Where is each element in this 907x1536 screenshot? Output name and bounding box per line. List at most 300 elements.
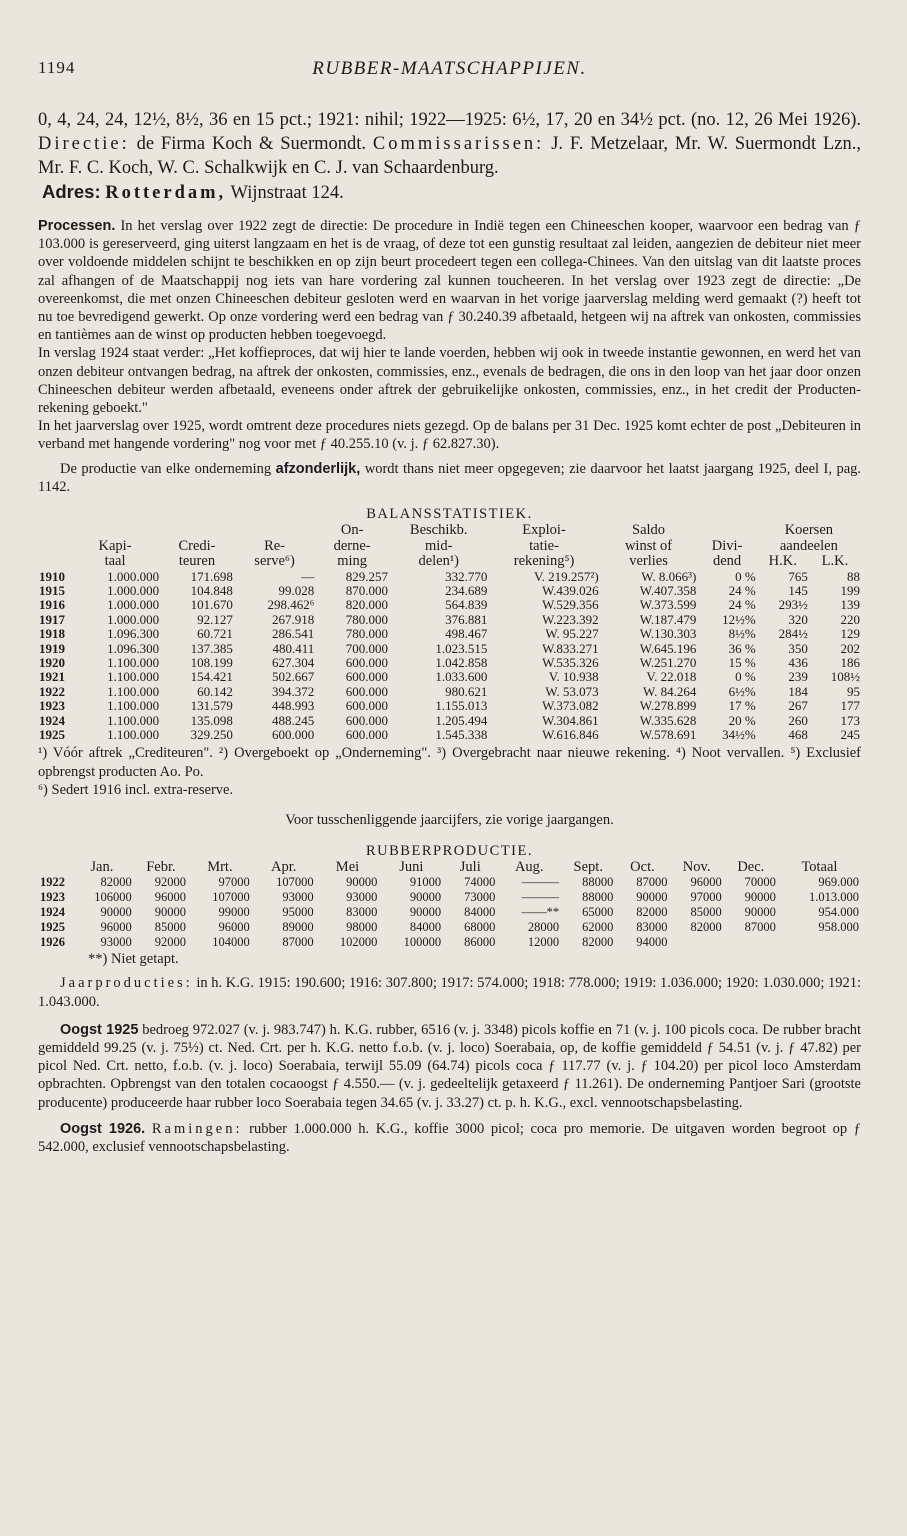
balans-header-cell: On- — [340, 522, 364, 539]
balans-value-cell: 95 — [847, 683, 860, 699]
balans-value-cell: 199 — [840, 582, 860, 598]
balans-header-cell: mid- — [425, 537, 453, 554]
productie-value-cell: ——** — [521, 905, 560, 920]
balans-header-cell: dend — [712, 553, 742, 570]
balans-value-cell: 1.033.600 — [435, 669, 488, 685]
productie-value-cell: 107000 — [212, 890, 250, 905]
balans-value-cell: 600.000 — [345, 698, 389, 714]
balans-header-cell: Re- — [264, 537, 286, 554]
balans-value-cell: 1.100.000 — [107, 669, 160, 685]
productie-head-row — [38, 860, 861, 875]
balans-value-cell: 20 % — [728, 712, 756, 728]
balans-value-cell: W.373.599 — [639, 597, 697, 613]
productie-value-cell: 84000 — [464, 905, 496, 920]
balans-value-cell: 12½% — [722, 611, 756, 627]
balans-value-cell: 36 % — [728, 640, 756, 656]
balans-header-cell: H.K. — [768, 553, 797, 570]
productie-value-cell: 86000 — [464, 935, 496, 950]
balans-header-cell — [697, 523, 756, 539]
productie-value-cell: 104000 — [212, 935, 250, 950]
productie-header-cell: Apr. — [270, 859, 297, 876]
productie-value-cell: 94000 — [636, 935, 668, 950]
processen-paragraph-1 — [38, 217, 861, 344]
productie-row — [38, 875, 861, 890]
balans-header-cell: teuren — [178, 553, 216, 570]
productie-value-cell: 70000 — [744, 875, 776, 890]
balans-value-cell: 17 % — [728, 698, 756, 714]
balans-value-cell: W.278.899 — [639, 698, 697, 714]
balans-value-cell: 108½ — [830, 669, 860, 685]
dividends-text: 0, 4, 24, 24, 12½, 8½, 36 en 15 pct.; 1921: nihil; 1922—1925: 6½, 17, 20 en 34½ pct. (no. 12, 26 Mei 1926). — [38, 110, 861, 130]
balans-value-cell: 1.023.515 — [435, 640, 488, 656]
productie-header-cell: Oct. — [630, 859, 655, 876]
balans-value-cell: 448.993 — [271, 698, 315, 714]
balans-value-cell: 234.689 — [445, 582, 488, 598]
productie-body — [38, 875, 861, 950]
balans-header-cell — [38, 523, 70, 539]
productie-table — [38, 860, 861, 950]
productie-value-cell: 88000 — [582, 875, 614, 890]
balans-value-cell: W.535.326 — [542, 654, 599, 670]
balans-value-cell: 6½% — [728, 683, 756, 699]
balans-header-cell: Saldo — [632, 522, 666, 539]
productie-value-cell: 88000 — [582, 890, 614, 905]
balans-header-cell: L.K. — [821, 553, 849, 570]
productie-value-cell: 100000 — [403, 935, 442, 950]
balans-value-cell: 137.385 — [190, 640, 233, 656]
oogst-1925-label: Oogst 1925 — [60, 1021, 139, 1038]
productie-value-cell: 97000 — [690, 890, 722, 905]
productie-header-cell: Totaal — [801, 859, 838, 876]
balans-header-cell: serve⁶) — [254, 553, 295, 570]
balans-header-cell: aandeelen — [779, 537, 838, 554]
productie-value-cell: 97000 — [218, 875, 250, 890]
balans-value-cell: 154.421 — [190, 669, 233, 685]
productie-value-cell: 89000 — [282, 920, 314, 935]
balans-year-cell: 1925 — [39, 727, 65, 743]
balans-value-cell: 498.467 — [445, 626, 488, 642]
balans-value-cell: 239 — [788, 669, 808, 685]
productie-value-cell — [670, 935, 724, 950]
balans-value-cell: 700.000 — [345, 640, 389, 656]
balans-value-cell: 220 — [840, 611, 860, 627]
balans-value-cell: 186 — [840, 654, 860, 670]
productie-value-cell: 958.000 — [818, 920, 859, 935]
productie-header-cell: Juni — [399, 859, 424, 876]
oogst-1926-text: rubber 1.000.000 h. K.G., koffie 3000 picol; coca pro memorie. De uitgaven worden begroot op ƒ 542.000, exclusief vennootschapsbelasting. — [38, 1120, 862, 1156]
balans-year-cell: 1910 — [39, 568, 65, 584]
productie-value-cell: 969.000 — [818, 875, 859, 890]
balans-value-cell: 1.000.000 — [107, 568, 160, 584]
productie-value-cell: 93000 — [346, 890, 378, 905]
productie-value-cell: 82000 — [690, 920, 722, 935]
balans-value-cell: 600.000 — [345, 683, 389, 699]
productie-value-cell: 82000 — [636, 905, 668, 920]
adres-line — [38, 180, 861, 205]
balans-value-cell: 480.411 — [272, 640, 315, 656]
balans-value-cell: 1.205.494 — [435, 712, 488, 728]
balans-value-cell: 177 — [840, 698, 860, 714]
balans-value-cell: W.373.082 — [542, 698, 599, 714]
balans-notes-1: ¹) Vóór aftrek „Crediteuren". ²) Overgeboekt op „Onderneming". ³) Overgebracht naar nieuwe rekening. ⁴) Noot vervallen. ⁵) Exclusief opbrengst producten Ao. Po. — [38, 745, 861, 780]
productie-row — [38, 935, 861, 950]
oogst-1925-paragraph — [38, 1021, 861, 1112]
balans-value-cell: 1.100.000 — [107, 727, 160, 743]
balans-value-cell: 1.096.300 — [107, 626, 160, 642]
commissarissen-text: J. F. Metzelaar, Mr. W. Suermondt Lzn., Mr. F. C. Koch, W. C. Schalkwijk en C. J. van Schaardenburg. — [38, 134, 862, 178]
balans-year-cell: 1921 — [39, 669, 65, 685]
balans-header-cell — [38, 539, 70, 555]
productie-value-cell: 90000 — [636, 890, 668, 905]
balans-value-cell: 1.000.000 — [107, 611, 160, 627]
balans-value-cell: 108.199 — [190, 654, 233, 670]
balans-value-cell: 780.000 — [345, 626, 389, 642]
productie-value-cell: 28000 — [527, 920, 560, 935]
productie-value-cell: 62000 — [582, 920, 614, 935]
balans-header-cell: Exploi- — [522, 522, 566, 539]
productie-value-cell: 95000 — [282, 905, 314, 920]
balans-value-cell: 780.000 — [345, 611, 389, 627]
balans-value-cell: 104.848 — [190, 582, 233, 598]
balans-year-cell: 1916 — [39, 597, 65, 613]
balans-value-cell: 0 % — [735, 568, 756, 584]
balans-header-cell: derne- — [333, 537, 371, 554]
balans-value-cell: 627.304 — [271, 654, 315, 670]
productie-value-cell: 106000 — [94, 890, 132, 905]
productie-value-cell: 102000 — [339, 935, 378, 950]
productie-value-cell: 93000 — [282, 890, 314, 905]
processen-paragraph-2: In verslag 1924 staat verder: „Het koffieproces, dat wij hier te lande voerden, hebben wij ook in tweede instantie gewonnen, en werd het van onzen debiteur ontvangen bedrag, na aftrek der onkosten, commissies, enz., evenals de bedragen, die ons in den loop van het jaar door onzen Chineeschen debiteur werden afbetaald, eveneens onder aftrek der gebruikelijke onkosten, commissies, enz., in het credit der Producten-rekening geboekt." — [38, 345, 861, 417]
productie-value-cell: 90000 — [409, 905, 442, 920]
balans-head-row-1 — [38, 523, 861, 539]
balans-header-cell: Koersen — [784, 522, 834, 539]
balans-row — [38, 714, 861, 728]
productie-header-cell: Mei — [335, 859, 360, 876]
balans-row — [38, 656, 861, 670]
balans-value-cell: 564.839 — [445, 597, 488, 613]
balans-table — [38, 523, 861, 742]
productie-value-cell: 82000 — [582, 935, 614, 950]
productie-year-cell: 1925 — [40, 920, 65, 935]
processen-label: Processen. — [38, 218, 116, 234]
productie-value-cell — [724, 935, 778, 950]
jaarproducties-label: Jaarproducties: — [60, 975, 193, 992]
balans-value-cell: 184 — [788, 683, 808, 699]
balans-value-cell: 286.541 — [271, 626, 315, 642]
balans-year-cell: 1920 — [39, 654, 65, 670]
balans-value-cell: 202 — [840, 640, 860, 656]
balans-value-cell: 8½% — [728, 626, 756, 642]
productie-value-cell: 87000 — [282, 935, 314, 950]
commissarissen-label: Commissarissen: — [372, 134, 545, 154]
balans-year-cell: 1918 — [39, 626, 65, 642]
productie-value-cell: 82000 — [100, 875, 132, 890]
oogst-1926-paragraph — [38, 1120, 861, 1156]
productie-header-cell — [38, 860, 70, 875]
balans-value-cell: 24 % — [728, 582, 756, 598]
balans-value-cell: 60.142 — [197, 683, 233, 699]
balans-value-cell: W. 84.264 — [643, 683, 697, 699]
balans-value-cell: 15 % — [728, 654, 756, 670]
balans-value-cell: 600.000 — [345, 712, 389, 728]
balans-value-cell: 600.000 — [345, 654, 389, 670]
balans-head-row-2 — [38, 539, 861, 555]
productie-value-cell: 84000 — [409, 920, 442, 935]
balans-value-cell: W. 53.073 — [545, 683, 599, 699]
balans-value-cell: 600.000 — [271, 727, 315, 743]
jaarproducties-paragraph — [38, 974, 861, 1010]
balans-value-cell: 135.098 — [190, 712, 233, 728]
balans-value-cell: 267 — [788, 698, 808, 714]
balans-value-cell: 829.257 — [345, 568, 389, 584]
balans-value-cell: 267.918 — [271, 611, 315, 627]
balans-value-cell: 1.100.000 — [107, 683, 160, 699]
balans-header-cell: winst of — [624, 537, 673, 554]
productie-value-cell: 92000 — [154, 935, 186, 950]
adres-city: Rotterdam, — [105, 183, 227, 203]
productie-year-cell: 1924 — [40, 905, 65, 920]
balans-value-cell: 99.028 — [278, 582, 315, 598]
balans-value-cell: 293½ — [778, 597, 808, 613]
balans-value-cell: 260 — [788, 712, 808, 728]
balans-value-cell: W.616.846 — [542, 727, 599, 743]
balans-value-cell: 139 — [840, 597, 860, 613]
balans-value-cell: 92.127 — [197, 611, 233, 627]
balans-value-cell: W.304.861 — [542, 712, 599, 728]
balans-row — [38, 584, 861, 598]
balans-notes-2: ⁶) Sedert 1916 incl. extra-reserve. — [38, 781, 234, 798]
balans-value-cell: 145 — [788, 582, 808, 598]
intro-paragraph — [38, 108, 861, 180]
balans-value-cell: 1.100.000 — [107, 698, 160, 714]
productie-header-cell: Aug. — [514, 859, 544, 876]
balans-year-cell: 1924 — [39, 712, 65, 728]
balans-value-cell: W.645.196 — [639, 640, 697, 656]
tusschen-text: Voor tusschenliggende jaarcijfers, zie vorige jaargangen. — [285, 812, 614, 829]
productie-header-cell: Dec. — [737, 859, 765, 876]
productie-value-cell: 92000 — [154, 875, 186, 890]
balans-value-cell: 1.545.338 — [435, 727, 488, 743]
balans-header-cell: rekening⁵) — [513, 553, 575, 570]
balans-value-cell: 436 — [788, 654, 808, 670]
balans-value-cell: 284½ — [778, 626, 808, 642]
balans-value-cell: 765 — [788, 568, 808, 584]
balans-value-cell: 1.042.858 — [435, 654, 488, 670]
productie-value-cell: 83000 — [636, 920, 668, 935]
balans-header-cell: verlies — [629, 553, 668, 570]
balans-value-cell: 173 — [840, 712, 860, 728]
productie-value-cell: 107000 — [276, 875, 314, 890]
balans-header-cell: taal — [104, 553, 126, 570]
balans-value-cell: 171.698 — [190, 568, 233, 584]
balans-body — [38, 570, 861, 743]
balans-value-cell: 468 — [788, 727, 808, 743]
productie-value-cell: 90000 — [100, 905, 132, 920]
productie-header-cell: Jan. — [90, 859, 114, 876]
oogst-1926-label: Oogst 1926. — [60, 1120, 146, 1137]
balans-header-cell: Kapi- — [98, 537, 132, 554]
page-number: 1194 — [38, 58, 76, 77]
balans-value-cell: W.187.479 — [639, 611, 697, 627]
balans-header-cell — [160, 523, 234, 539]
balans-value-cell: W.223.392 — [542, 611, 599, 627]
balans-value-cell: V. 219.257²) — [533, 568, 599, 584]
productie-value-cell: 90000 — [744, 905, 776, 920]
productie-note-a: De productie van elke onderneming — [60, 460, 272, 477]
balans-value-cell: V. 10.938 — [548, 669, 599, 685]
productie-header-cell: Sept. — [573, 859, 603, 876]
balans-title: BALANSSTATISTIEK. — [366, 506, 533, 523]
balans-value-cell: 88 — [847, 568, 860, 584]
productie-value-cell: 87000 — [636, 875, 668, 890]
productie-value-cell: 91000 — [409, 875, 442, 890]
balans-value-cell: 320 — [788, 611, 808, 627]
balans-value-cell: 502.667 — [271, 669, 315, 685]
directie-text: de Firma Koch & Suermondt. — [136, 134, 367, 154]
productie-year-cell: 1926 — [40, 935, 65, 950]
productie-value-cell: 954.000 — [818, 905, 859, 920]
balans-row — [38, 685, 861, 699]
balans-value-cell: 60.721 — [197, 626, 233, 642]
balans-value-cell: W.251.270 — [639, 654, 697, 670]
balans-row — [38, 670, 861, 684]
balans-year-cell: 1923 — [39, 698, 65, 714]
balans-row — [38, 642, 861, 656]
balans-header-cell — [234, 523, 315, 539]
balans-value-cell: 245 — [840, 727, 860, 743]
productie-value-cell: 90000 — [346, 875, 378, 890]
balans-value-cell: W. 95.227 — [545, 626, 599, 642]
balans-year-cell: 1917 — [39, 611, 65, 627]
balans-value-cell: 600.000 — [345, 669, 389, 685]
productie-header-cell: Nov. — [682, 859, 711, 876]
processen-text-1: In het verslag over 1922 zegt de directie: De procedure in Indië tegen een Chineeschen kooper, waarvoor een bedrag van ƒ 103.000 is gereserveerd, ging uiterst langzaam en het is de vraag, of deze tot een gunstig resultaat zal leiden, aangezien de debiteur niet meer over voldoende middelen schijnt te beschikken en op zijn beurt procedeert tegen een collega-Chinees. Van den uitslag van dit laatste proces zal afhangen of de Maatschappij nog iets van hare vordering zal kunnen toucheeren. In het verslag over 1923 zegt de directie: „De overeenkomst, die met onzen Chineeschen debiteur gesloten werd en waarvan in het vorige jaarverslag melding werd gemaakt (?) heeft tot nu toe bevredigend gewerkt. Op onze vordering werd een bedrag van ƒ 30.240.39 afbetaald, hetgeen wij na aftrek van onkosten, commissies en tantièmes aan de winst op producten hebben toegevoegd. — [38, 218, 862, 344]
productie-value-cell: 96000 — [690, 875, 722, 890]
balans-row — [38, 728, 861, 742]
balans-value-cell: V. 22.018 — [646, 669, 697, 685]
balans-value-cell: W.130.303 — [639, 626, 697, 642]
balans-year-cell: 1922 — [39, 683, 65, 699]
productie-row — [38, 920, 861, 935]
balans-header-cell: Beschikb. — [409, 522, 468, 539]
productie-value-cell: 93000 — [100, 935, 132, 950]
productie-value-cell: ——— — [521, 875, 560, 890]
productie-note-paragraph — [38, 460, 861, 496]
ramingen-label: Ramingen: — [151, 1120, 243, 1137]
productie-value-cell: 90000 — [409, 890, 442, 905]
balans-row — [38, 570, 861, 584]
balans-header-cell: Divi- — [711, 537, 743, 554]
balans-header-cell — [38, 554, 70, 570]
balans-value-cell: 329.250 — [190, 727, 233, 743]
balans-value-cell: 820.000 — [345, 597, 389, 613]
balans-header-cell: delen¹) — [418, 553, 460, 570]
productie-footnote: **) Niet getapt. — [88, 951, 179, 968]
balans-header-cell: Credi- — [178, 537, 216, 554]
balans-value-cell: W.529.356 — [542, 597, 599, 613]
productie-value-cell: 96000 — [100, 920, 132, 935]
adres-street: Wijnstraat 124. — [230, 183, 344, 203]
productie-value-cell: ——— — [521, 890, 560, 905]
productie-row — [38, 905, 861, 920]
balans-value-cell: 24 % — [728, 597, 756, 613]
productie-value-cell: 98000 — [346, 920, 378, 935]
productie-value-cell: 74000 — [464, 875, 496, 890]
jaarproducties-text: in h. K.G. 1915: 190.600; 1916: 307.800; 1917: 574.000; 1918: 778.000; 1919: 1.036.000; 1920: 1.030.000; 1921: 1.043.000. — [38, 975, 861, 1010]
adres-label: Adres: — [42, 181, 101, 202]
productie-note-c: wordt thans niet meer opgegeven; zie daarvoor het laatst jaargang 1925, deel I, pag. 1142. — [38, 460, 862, 495]
productie-title: RUBBERPRODUCTIE. — [365, 843, 533, 860]
balans-value-cell: 488.245 — [271, 712, 315, 728]
balans-value-cell: 980.621 — [445, 683, 488, 699]
balans-value-cell: W.335.628 — [639, 712, 697, 728]
balans-value-cell: 1.096.300 — [107, 640, 160, 656]
productie-value-cell: 83000 — [346, 905, 378, 920]
balans-value-cell: 1.100.000 — [107, 654, 160, 670]
productie-value-cell: 1.013.000 — [809, 890, 859, 905]
oogst-1925-text: bedroeg 972.027 (v. j. 983.747) h. K.G. rubber, 6516 (v. j. 3348) picols koffie en 71 (v. j. 100 picols coca. De rubber bracht gemiddeld 99.25 (v. j. 75½) ct. Ned. Crt. per h. K.G. netto f.o.b. (v. j. loco) Soerabaia, op, de koffie gemiddeld ƒ 54.51 (v. j. ƒ 47.82) per picol Ned. Crt. netto, f.o.b. (v. j. loco) Soerabaia, terwijl 55.09 (64.74) picols coca ƒ 117.77 (v. j. ƒ 104.20) per picol loco Amsterdam opbrachten. Opbrengst van den totalen cocaoogst ƒ 4.550.— (v. j. gedeeltelijk getaxeerd ƒ 11.261). De onderneming Pantjoer Sari (grootste producente) produceerde haar rubber loco Soerabaia tegen 34.65 (v. j. 33.27) ct. p. h. K.G., excl. vennootschapsbelasting. — [38, 1021, 862, 1111]
directie-label: Directie: — [38, 134, 130, 154]
balans-header-cell: ming — [337, 553, 368, 570]
productie-value-cell: 96000 — [154, 890, 186, 905]
page-header — [38, 58, 861, 92]
balans-value-cell: 0 % — [735, 669, 756, 685]
productie-header-cell: Febr. — [146, 859, 176, 876]
balans-value-cell: 332.770 — [445, 568, 488, 584]
productie-value-cell: 90000 — [154, 905, 186, 920]
balans-value-cell: W. 8.066³) — [641, 568, 697, 584]
productie-value-cell: 85000 — [154, 920, 186, 935]
balans-value-cell: 1.000.000 — [107, 582, 160, 598]
balans-value-cell: 101.670 — [190, 597, 233, 613]
balans-value-cell: 870.000 — [345, 582, 389, 598]
productie-value-cell: 90000 — [744, 890, 776, 905]
productie-value-cell: 65000 — [582, 905, 614, 920]
running-title: RUBBER-MAATSCHAPPIJEN. — [312, 58, 587, 79]
balans-head-row-3 — [38, 554, 861, 570]
balans-value-cell: 1.000.000 — [107, 597, 160, 613]
balans-year-cell: 1915 — [39, 582, 65, 598]
balans-value-cell: 131.579 — [190, 698, 233, 714]
balans-value-cell: 129 — [840, 626, 860, 642]
balans-value-cell: 600.000 — [345, 727, 389, 743]
balans-header-cell: tatie- — [529, 537, 559, 554]
productie-value-cell: 96000 — [218, 920, 250, 935]
balans-row — [38, 598, 861, 612]
balans-year-cell: 1919 — [39, 640, 65, 656]
balans-value-cell: W.833.271 — [542, 640, 599, 656]
productie-value-cell: 73000 — [464, 890, 496, 905]
processen-paragraph-3: In het jaarverslag over 1925, wordt omtrent deze procedures niets gezegd. Op de balans per 31 Dec. 1925 komt echter de post „Debiteuren in verband met hangende vordering" nog voor met ƒ 40.255.10 (v. j. ƒ 62.827.30). — [38, 418, 861, 453]
balans-value-cell: 1.100.000 — [107, 712, 160, 728]
balans-row — [38, 613, 861, 627]
productie-value-cell: 85000 — [690, 905, 722, 920]
balans-value-cell: — — [301, 568, 315, 584]
productie-year-cell: 1923 — [40, 890, 65, 905]
productie-header-cell: Juli — [459, 859, 481, 876]
balans-value-cell: W.407.358 — [639, 582, 697, 598]
balans-value-cell: 1.155.013 — [435, 698, 488, 714]
productie-value-cell: 68000 — [464, 920, 496, 935]
productie-value-cell: 87000 — [744, 920, 776, 935]
balans-row — [38, 627, 861, 641]
balans-header-cell — [70, 523, 160, 539]
productie-value-cell: 99000 — [218, 905, 250, 920]
balans-value-cell: 34½% — [722, 727, 756, 743]
productie-year-cell: 1922 — [40, 875, 65, 890]
balans-value-cell: 376.881 — [445, 611, 488, 627]
balans-value-cell: 394.372 — [271, 683, 315, 699]
